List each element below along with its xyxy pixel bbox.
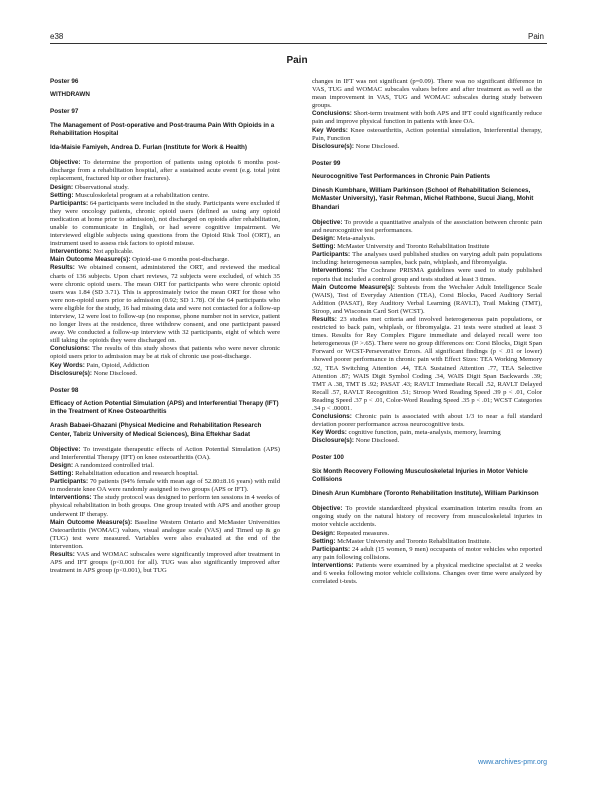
objective-label: Objective: (50, 445, 81, 453)
interventions-paragraph (312, 562, 542, 586)
outcome-text: Baseline Western Ontario and McMaster Universities Osteoarthritis (WOMAC) values, visual analogue scale (VAS) and Timed up & go (TUG) test were measured. Variables were also evaluated at the end of the intervention. (50, 518, 280, 550)
journal-website-link[interactable]: www.archives-pmr.org (478, 759, 547, 766)
setting-paragraph (312, 538, 542, 546)
design-label: Design: (50, 461, 74, 469)
disclosure-text: None Disclosed. (92, 369, 138, 377)
setting-paragraph (50, 192, 280, 200)
poster-label: Poster 97 (50, 108, 79, 116)
objective-text: To investigate therapeutic effects of Action Potential Simulation (APS) and Interferential Therapy (IFT) on knee osteoarthritis (OA). (50, 445, 280, 461)
poster-authors: Dinesh Arun Kumbhare (Toronto Rehabilitation Institute), William Parkinson (312, 490, 539, 498)
objective-text: To determine the proportion of patients using opioids 6 months post-discharge from a rehabilitation hospital, after a sustained acute event (e.g. total joint replacement, fractured hip or other fractures). (50, 159, 280, 183)
setting-label: Setting: (50, 470, 74, 478)
poster-label: Poster 96 (50, 78, 79, 85)
participants-text: 70 patients (94% female with mean age of 52.80±8.16 years) with mild to moderate knee OA were randomly assigned to two groups (APS or IFT). (50, 478, 280, 494)
interventions-label: Interventions: (312, 267, 354, 275)
outcome-paragraph (50, 256, 280, 264)
results-text: VAS and WOMAC subscales were significantly improved after treatment in APS and IFT groups (p<0.001 for all). TUG was also significantly improved after treatment in APS group (p<0.001), but TUG (50, 550, 280, 575)
participants-label: Participants: (50, 199, 89, 207)
interventions-text: Patients were examined by a physical medicine specialist at 2 weeks and 6 weeks following motor vehicle collisions. Changes over time were analyzed by correlated t-tests. (312, 561, 542, 586)
interventions-label: Interventions: (312, 561, 354, 569)
poster-100 (312, 454, 542, 586)
design-text: Meta-analysis. (335, 235, 376, 243)
setting-text: Musculoskeletal program at a rehabilitation centre. (73, 191, 210, 199)
disclosure-paragraph (312, 437, 542, 445)
poster-title: Six Month Recovery Following Musculoskeletal Injuries in Motor Vehicle Collisions (312, 467, 528, 483)
setting-label: Setting: (312, 537, 336, 545)
outcome-label: Main Outcome Measure(s): (50, 256, 131, 264)
objective-paragraph (312, 505, 542, 529)
objective-paragraph (50, 159, 280, 183)
results-text: 23 studies met criteria and involved heterogeneous pain populations, or restricted to back pain, whiplash, or fibromyalgia. 21 tests were studied at least 3 times. Results for Rey Complex Figure immediate and delayed recall were too heterogeneous (I² >.65). There were no group differences on: Corsi Blocks, Digit Span Forward or WCST-Perseverative Errors. All significant findings (p < .01 or lower) showed poorer performance in chronic pain with Effect Sizes: TEA Working Memory .92, TEA Switching Attention .44, TEA Sustained Attention .77, TEA Selective Attention .87; WAIS Digit Symbol Coding .34, WAIS Digit Span Backwards .39; TMT A .38, TMT B .92; PASAT .43; RAVLT Immediate Recall .52, RAVLT Delayed Recall .57, RAVLT Recognition .51; Stroop Word Reading Speed .39 p < .01, Color Reading Speed .37 p < .01, Color-Word Reading Speed .35 p < .01; WCST Categories .34 p < .00001. (312, 315, 542, 413)
poster-98-continued (312, 78, 542, 151)
results-continued-paragraph: changes in IFT was not significant (p=0.09). There was no significant difference in VAS, TUG and WOMAC subscales values before and after treatment as well as the mean improvement in VAS, TUG and WOMAC subscales during study between groups. (312, 78, 542, 110)
design-label: Design: (312, 529, 336, 537)
conclusions-text: The results of this study shows that patients who were never chronic opioid users prior to admission may be at risk of chronic use post-discharge. (50, 345, 280, 361)
disclosure-paragraph (312, 143, 542, 151)
design-paragraph (50, 462, 280, 470)
setting-paragraph (312, 243, 542, 251)
results-label: Results: (50, 264, 75, 272)
results-paragraph (312, 316, 542, 413)
design-text: Repeated measures. (335, 529, 390, 537)
objective-paragraph (312, 219, 542, 235)
keywords-text: Pain, Opioid, Addiction (84, 361, 150, 369)
interventions-label: Interventions: (50, 494, 92, 502)
interventions-text: The study protocol was designed to perform ten sessions in 4 weeks of physical rehabilitation in both groups. One group treated with APS and another group underwent IF therapy. (50, 494, 280, 518)
interventions-text: Not applicable. (91, 248, 134, 256)
objective-text: To provide standardized physical examination interim results from an ongoing study on the natural history of recovery from musculoskeletal injuries in motor vehicle accidents. (312, 505, 542, 529)
setting-text: McMaster University and Toronto Rehabilitation Institute (335, 243, 490, 251)
poster-authors: Arash Babaei-Ghazani (Physical Medicine and Rehabilitation Research Center, Tabriz University of Medical Sciences), Bina Eftekhar Sadat (50, 422, 262, 438)
results-paragraph (50, 551, 280, 575)
participants-paragraph (312, 546, 542, 562)
setting-text: Rehabilitation education and research hospital. (73, 470, 199, 478)
participants-paragraph (312, 251, 542, 267)
objective-paragraph (50, 446, 280, 462)
keywords-paragraph (50, 362, 280, 370)
header-rule (50, 43, 547, 44)
poster-98 (50, 387, 280, 576)
poster-label: Poster 98 (50, 386, 79, 394)
interventions-text: The Cochrane PRISMA guidelines were used to study published reports that included a control group and tests studied at least 3 times. (312, 267, 542, 283)
results-text: We obtained consent, administered the ORT, and reviewed the medical charts of 136 subjects. Upon chart reviews, 72 subjects were excluded, of which 35 were chronic opioid users. The mean ORT for participants who were chronic opioid users was 1.84 (SD 3.71). This is approximately twice the mean ORT for those who were non-opioid users prior to admission (0.92; SD 1.78). Of the 64 participants who were eligible for the study, 16 had missing data and were not contacted for a follow-up interview, 12 were lost to follow-up (no response, phone number not in service, patient no longer lives at the residence, three withdrew consent, and one participant passed away. We conducted a follow-up interview with 32 participants, eight of which were still taking the opioids they were discharged on. (50, 264, 280, 345)
participants-text: The analyses used published studies on varying adult pain populations including: heterogeneous samples, back pain, whiplash, and fibromyalgia. (312, 251, 542, 267)
participants-text: 24 adult (15 women, 9 men) occupants of motor vehicles who reported any pain following collisions. (312, 545, 542, 561)
keywords-paragraph (312, 429, 542, 437)
keywords-label: Key Words: (312, 429, 347, 437)
setting-text: McMaster University and Toronto Rehabilitation Institute. (335, 537, 492, 545)
conclusions-paragraph (312, 110, 542, 126)
design-paragraph (50, 184, 280, 192)
setting-label: Setting: (50, 191, 74, 199)
conclusions-text: Short-term treatment with both APS and IFT could significantly reduce pain and improve physical function in patients with knee OA. (312, 110, 542, 126)
disclosure-label: Disclosure(s): (50, 369, 92, 377)
interventions-label: Interventions: (50, 248, 92, 256)
poster-title: Efficacy of Action Potential Simulation (APS) and Interferential Therapy (IFT) in the Treatment of Knee Osteoarthritis (50, 399, 279, 416)
design-paragraph (312, 235, 542, 243)
interventions-paragraph (50, 494, 280, 518)
conclusions-label: Conclusions: (312, 413, 352, 421)
results-label: Results: (312, 315, 337, 323)
keywords-label: Key Words: (312, 126, 348, 134)
right-column (312, 78, 542, 595)
outcome-paragraph (50, 519, 280, 551)
participants-paragraph (50, 200, 280, 249)
participants-paragraph (50, 478, 280, 494)
outcome-text: Opioid-use 6 months post-discharge. (130, 256, 230, 264)
participants-label: Participants: (312, 251, 351, 259)
design-label: Design: (50, 183, 74, 191)
design-text: Observational study. (73, 183, 129, 191)
poster-99 (312, 160, 542, 446)
keywords-text: Knee osteoarthritis, Action potential simulation, Interferential therapy, Pain, Function (312, 126, 543, 142)
disclosure-label: Disclosure(s): (312, 437, 354, 445)
participants-label: Participants: (50, 478, 89, 486)
design-label: Design: (312, 235, 336, 243)
poster-97 (50, 108, 280, 377)
withdrawn-notice: WITHDRAWN (50, 91, 90, 99)
left-column (50, 78, 280, 584)
interventions-paragraph (50, 248, 280, 256)
setting-paragraph (50, 470, 280, 478)
page-number: e38 (50, 32, 64, 41)
poster-authors: Dinesh Kumbhare, William Parkinson (School of Rehabilitation Sciences, McMaster University), Yasir Rehman, Michel Rathbone, Sucui Jiang, Mohit Bhandari (312, 187, 534, 211)
results-label: Results: (50, 550, 75, 558)
objective-label: Objective: (312, 218, 343, 226)
disclosure-paragraph (50, 370, 280, 378)
poster-authors: Ida-Maisie Famiyeh, Andrea D. Furlan (Institute for Work & Health) (50, 144, 247, 152)
keywords-label: Key Words: (50, 361, 85, 369)
conclusions-label: Conclusions: (50, 345, 90, 353)
conclusions-text: Chronic pain is associated with about 1/3 to near a full standard deviation poorer performance across neurocognitive tests. (312, 413, 542, 429)
poster-title: Neurocognitive Test Performances in Chronic Pain Patients (312, 173, 490, 181)
keywords-paragraph (312, 127, 542, 143)
outcome-paragraph (312, 284, 542, 316)
results-paragraph (50, 264, 280, 345)
design-paragraph (312, 530, 542, 538)
objective-label: Objective: (312, 505, 343, 513)
setting-label: Setting: (312, 243, 336, 251)
participants-text: 64 participants were included in the study. Participants were excluded if they were oncology patients, chronic opioid users (defined as using any opioid medication at home prior to admission), not discharged on opioids after rehabilitation, unable to communicate in English, or had severe cognitive impairment. We interviewed eligible subjects using questions from the Opioid Risk Tool (ORT), an instrument used to assess risk factors to opioid misuse. (50, 199, 280, 248)
poster-label: Poster 99 (312, 159, 341, 167)
disclosure-text: None Disclosed. (354, 142, 400, 150)
objective-text: To provide a quantitative analysis of the association between chronic pain and neurocognitive test performances. (312, 218, 542, 234)
running-header: Pain (527, 32, 544, 41)
outcome-text: Subtests from the Wechsler Adult Intelligence Scale (WAIS), Test of Everyday Attention (TEA), Corsi Blocks, Paced Auditory Serial Addition (PASAT), Rey Auditory Verbal Learning (RAVLT), Trail Making (TMT), Stroop, and Wisconsin Card Sort (WCST). (312, 283, 542, 315)
section-title: Pain (286, 55, 308, 66)
poster-label: Poster 100 (312, 454, 344, 462)
conclusions-label: Conclusions: (312, 110, 352, 118)
poster-title: The Management of Post-operative and Post-trauma Pain With Opioids in a Rehabilitation Hospital (50, 121, 275, 137)
poster-96 (50, 78, 280, 99)
conclusions-paragraph (312, 413, 542, 429)
disclosure-label: Disclosure(s): (312, 142, 354, 150)
objective-label: Objective: (50, 159, 81, 167)
design-text: A randomized controlled trial. (73, 461, 154, 469)
interventions-paragraph (312, 267, 542, 283)
outcome-label: Main Outcome Measure(s): (312, 283, 395, 291)
disclosure-text: None Disclosed. (354, 437, 400, 445)
keywords-text: cognitive function, pain, meta-analysis, memory, learning (346, 429, 501, 437)
outcome-label: Main Outcome Measure(s): (50, 518, 133, 526)
conclusions-paragraph (50, 345, 280, 361)
participants-label: Participants: (312, 545, 351, 553)
